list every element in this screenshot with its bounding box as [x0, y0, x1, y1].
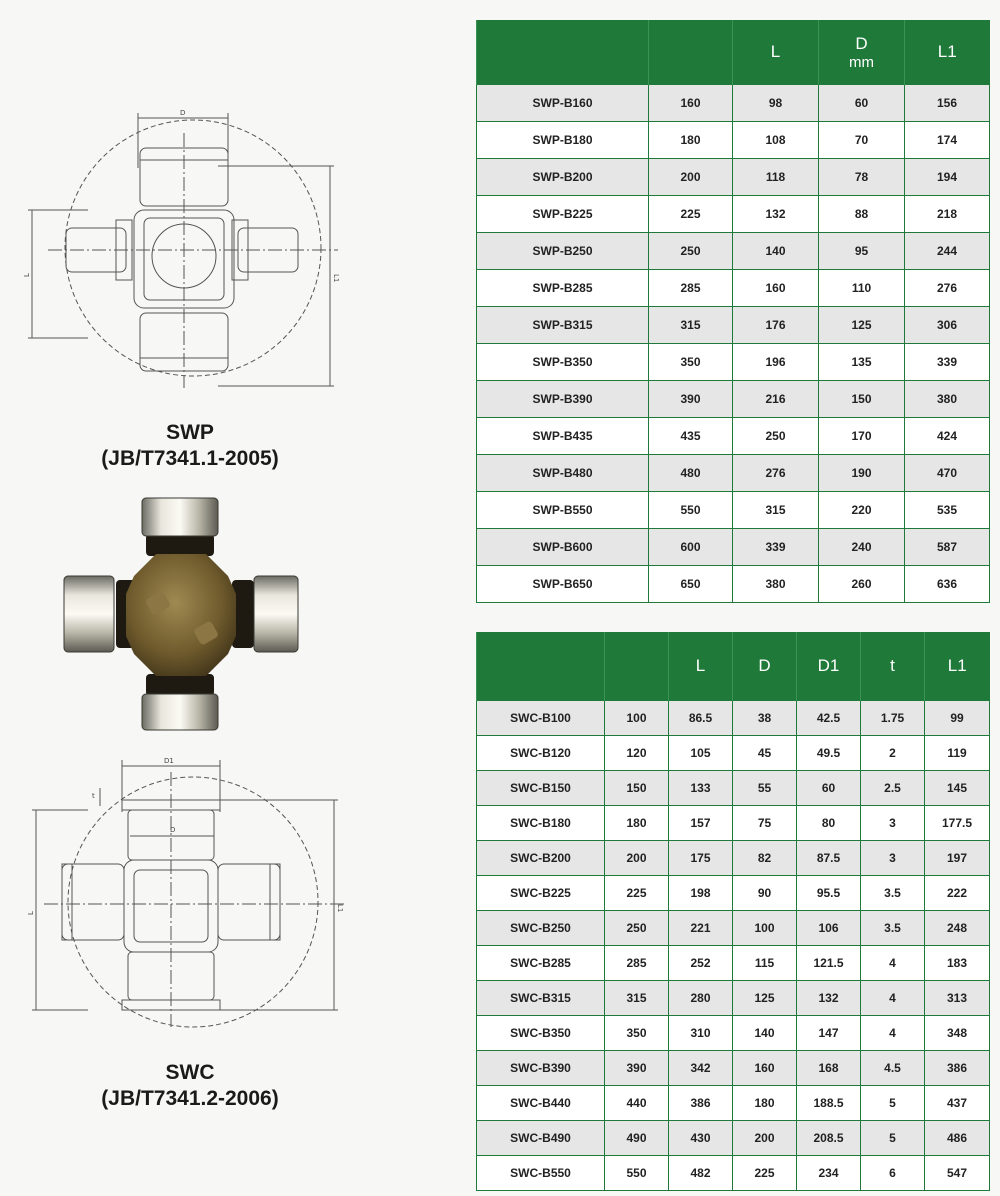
swp-table-cell: 250 [733, 418, 819, 455]
swp-table-cell: 424 [905, 418, 990, 455]
swp-table-cell: SWP-B180 [477, 122, 649, 159]
swc-table-cell: 42.5 [797, 701, 861, 736]
swc-table-cell: SWC-B440 [477, 1086, 605, 1121]
swc-table-cell: 100 [733, 911, 797, 946]
swc-table-cell: 180 [733, 1086, 797, 1121]
swc-table-cell: 157 [669, 806, 733, 841]
swp-table-cell: 216 [733, 381, 819, 418]
swc-table-cell: 390 [605, 1051, 669, 1086]
swc-table-cell: 119 [925, 736, 990, 771]
swc-table-cell: 198 [669, 876, 733, 911]
swc-table-cell: 2 [861, 736, 925, 771]
swc-table-cell: SWC-B225 [477, 876, 605, 911]
swp-table-cell: 650 [649, 566, 733, 603]
swc-table-cell: 160 [733, 1051, 797, 1086]
swc-table-cell: SWC-B200 [477, 841, 605, 876]
swp-header-d [819, 20, 905, 85]
swp-table-cell: 200 [649, 159, 733, 196]
swc-table-cell: 121.5 [797, 946, 861, 981]
swc-table-cell: 177.5 [925, 806, 990, 841]
swc-table-cell: 140 [733, 1016, 797, 1051]
swp-table-cell: SWP-B550 [477, 492, 649, 529]
swc-table-cell: 313 [925, 981, 990, 1016]
swp-table-header-row [477, 20, 990, 85]
swc-header-l: L [669, 632, 733, 701]
swc-table-cell: 125 [733, 981, 797, 1016]
swc-table-cell: 4 [861, 946, 925, 981]
swc-table-cell: 430 [669, 1121, 733, 1156]
swp-table-row [477, 529, 990, 566]
swp-table-cell: 276 [733, 455, 819, 492]
swp-table-cell: 225 [649, 196, 733, 233]
swc-table-cell: 4 [861, 1016, 925, 1051]
swp-table-row [477, 233, 990, 270]
swc-table-cell: 60 [797, 771, 861, 806]
swc-header-l1: L1 [925, 632, 990, 701]
swp-caption [40, 420, 340, 472]
swc-table-cell: SWC-B285 [477, 946, 605, 981]
swc-table-cell: 82 [733, 841, 797, 876]
swc-table-cell: 550 [605, 1156, 669, 1191]
swp-table-cell: 250 [649, 233, 733, 270]
swc-table-row [477, 771, 990, 806]
swp-table-cell: 276 [905, 270, 990, 307]
swp-table-cell: 435 [649, 418, 733, 455]
swc-table-cell: 87.5 [797, 841, 861, 876]
swp-table-cell: 160 [649, 85, 733, 122]
swp-table-cell: 60 [819, 85, 905, 122]
swp-table-cell: 98 [733, 85, 819, 122]
swc-table-cell: 4.5 [861, 1051, 925, 1086]
swc-table-cell: 3 [861, 806, 925, 841]
swc-table-cell: SWC-B490 [477, 1121, 605, 1156]
swc-table-cell: 150 [605, 771, 669, 806]
swc-caption [40, 1060, 340, 1112]
swp-table-cell: 636 [905, 566, 990, 603]
swp-table-cell: 390 [649, 381, 733, 418]
swp-table-cell: 95 [819, 233, 905, 270]
swp-table-row [477, 566, 990, 603]
swp-table-cell: SWP-B160 [477, 85, 649, 122]
swp-header-size [649, 20, 733, 85]
swc-table-cell: 250 [605, 911, 669, 946]
swc-d-label: D [170, 826, 176, 834]
swp-header-l: L [733, 20, 819, 85]
swc-table-body [477, 701, 990, 1191]
swc-header-model [477, 632, 605, 701]
swc-table-cell: 386 [925, 1051, 990, 1086]
swp-table-cell: 118 [733, 159, 819, 196]
swc-table-cell: 90 [733, 876, 797, 911]
swc-table-cell: 4 [861, 981, 925, 1016]
swc-table-cell: SWC-B150 [477, 771, 605, 806]
swc-table-cell: 147 [797, 1016, 861, 1051]
swc-table-cell: 80 [797, 806, 861, 841]
swc-table-cell: 183 [925, 946, 990, 981]
swc-table-cell: 120 [605, 736, 669, 771]
swc-caption-standard: (JB/T7341.2-2006) [101, 1087, 279, 1110]
swc-table-cell: 197 [925, 841, 990, 876]
swc-table-row [477, 806, 990, 841]
swc-table-cell: 168 [797, 1051, 861, 1086]
swc-table-row [477, 701, 990, 736]
swp-l1-label: L1 [332, 274, 340, 283]
swc-table-cell: 440 [605, 1086, 669, 1121]
swc-table-cell: SWC-B180 [477, 806, 605, 841]
swc-technical-drawing [18, 752, 368, 1032]
swc-table-cell: 200 [605, 841, 669, 876]
swp-table-cell: 135 [819, 344, 905, 381]
swc-spec-table [476, 632, 990, 1191]
swc-table-row [477, 1086, 990, 1121]
swp-table-row [477, 381, 990, 418]
swc-table-cell: 38 [733, 701, 797, 736]
swp-table-cell: 535 [905, 492, 990, 529]
swc-table-cell: 234 [797, 1156, 861, 1191]
swp-table-row [477, 159, 990, 196]
swc-table-cell: 49.5 [797, 736, 861, 771]
swp-table-cell: 176 [733, 307, 819, 344]
swp-table-cell: 470 [905, 455, 990, 492]
swp-caption-title: SWP [166, 421, 214, 444]
swp-table-body [477, 85, 990, 603]
swp-d-label: D [180, 109, 186, 117]
swc-table-cell: 285 [605, 946, 669, 981]
swc-header-t: t [861, 632, 925, 701]
swc-table-cell: 2.5 [861, 771, 925, 806]
swp-table-cell: 240 [819, 529, 905, 566]
swp-header-model [477, 20, 649, 85]
swc-header-d: D [733, 632, 797, 701]
swp-table-cell: SWP-B225 [477, 196, 649, 233]
swc-table-cell: 95.5 [797, 876, 861, 911]
swp-table-cell: SWP-B200 [477, 159, 649, 196]
swc-table-row [477, 876, 990, 911]
swp-header-d-label: D [855, 33, 868, 53]
swp-table-cell: SWP-B250 [477, 233, 649, 270]
swc-table-cell: 55 [733, 771, 797, 806]
swc-table-cell: 280 [669, 981, 733, 1016]
swc-table-cell: 5 [861, 1086, 925, 1121]
swp-table-row [477, 196, 990, 233]
swc-table-row [477, 1051, 990, 1086]
swp-table-cell: 285 [649, 270, 733, 307]
swc-table-cell: SWC-B250 [477, 911, 605, 946]
swc-table-row [477, 1156, 990, 1191]
swc-table-cell: 105 [669, 736, 733, 771]
swp-table-row [477, 492, 990, 529]
swp-table-cell: SWP-B315 [477, 307, 649, 344]
swc-d1-label: D1 [164, 757, 174, 765]
swc-table-cell: 6 [861, 1156, 925, 1191]
swc-table-row [477, 1121, 990, 1156]
swc-table-row [477, 911, 990, 946]
swp-table-row [477, 270, 990, 307]
swp-header-d-unit: mm [849, 53, 874, 71]
swc-table-cell: 132 [797, 981, 861, 1016]
swc-table-cell: 133 [669, 771, 733, 806]
swc-table-cell: 486 [925, 1121, 990, 1156]
swp-table-row [477, 455, 990, 492]
swp-table-row [477, 344, 990, 381]
swp-table-cell: SWP-B390 [477, 381, 649, 418]
swc-l1-label: L1 [336, 904, 344, 913]
swc-caption-title: SWC [165, 1061, 215, 1084]
swc-table-cell: 547 [925, 1156, 990, 1191]
swc-table-cell: 100 [605, 701, 669, 736]
swc-table-cell: 221 [669, 911, 733, 946]
swp-table-cell: 110 [819, 270, 905, 307]
swc-table-cell: SWC-B120 [477, 736, 605, 771]
swc-table-cell: 248 [925, 911, 990, 946]
swc-table-cell: 386 [669, 1086, 733, 1121]
swp-table-cell: 315 [649, 307, 733, 344]
swp-table-cell: 306 [905, 307, 990, 344]
swc-l-label: L [27, 911, 35, 915]
swp-table-row [477, 85, 990, 122]
swp-table-cell: SWP-B435 [477, 418, 649, 455]
swp-table-cell: 70 [819, 122, 905, 159]
swp-table-cell: 380 [733, 566, 819, 603]
swp-table-row [477, 122, 990, 159]
swp-table-cell: 156 [905, 85, 990, 122]
swp-table-cell: SWP-B600 [477, 529, 649, 566]
swc-table-cell: 145 [925, 771, 990, 806]
swp-table-cell: 132 [733, 196, 819, 233]
swc-table-header-row [477, 632, 990, 701]
swp-header-l1: L1 [905, 20, 990, 85]
swc-table-cell: 45 [733, 736, 797, 771]
swc-table-cell: 208.5 [797, 1121, 861, 1156]
swc-table-cell: 342 [669, 1051, 733, 1086]
swp-table-cell: 150 [819, 381, 905, 418]
swp-caption-standard: (JB/T7341.1-2005) [101, 447, 279, 470]
swc-table-cell: 348 [925, 1016, 990, 1051]
swc-table-cell: 180 [605, 806, 669, 841]
swc-table-cell: 222 [925, 876, 990, 911]
swc-table-cell: 482 [669, 1156, 733, 1191]
swp-table-cell: 125 [819, 307, 905, 344]
swc-header-size [605, 632, 669, 701]
swc-table-cell: 437 [925, 1086, 990, 1121]
swp-table-cell: 174 [905, 122, 990, 159]
swc-header-d1: D1 [797, 632, 861, 701]
swc-table-row [477, 841, 990, 876]
swc-table-cell: SWC-B100 [477, 701, 605, 736]
swc-table-cell: SWC-B390 [477, 1051, 605, 1086]
swc-table-cell: 200 [733, 1121, 797, 1156]
swc-table-cell: 3.5 [861, 876, 925, 911]
swc-table-cell: 99 [925, 701, 990, 736]
swp-table-cell: 220 [819, 492, 905, 529]
swp-table-cell: SWP-B350 [477, 344, 649, 381]
swc-table-cell: 225 [605, 876, 669, 911]
swc-table-cell: 315 [605, 981, 669, 1016]
swp-table-cell: 196 [733, 344, 819, 381]
swp-table-cell: 160 [733, 270, 819, 307]
swp-table-cell: SWP-B480 [477, 455, 649, 492]
swc-table-cell: SWC-B350 [477, 1016, 605, 1051]
swp-table-cell: 600 [649, 529, 733, 566]
swp-table-cell: 108 [733, 122, 819, 159]
swc-table-cell: 86.5 [669, 701, 733, 736]
swp-table-cell: 350 [649, 344, 733, 381]
swp-technical-drawing [18, 98, 368, 398]
swc-table-cell: 490 [605, 1121, 669, 1156]
swp-table-cell: 244 [905, 233, 990, 270]
swc-table-row [477, 1016, 990, 1051]
swp-table-cell: 218 [905, 196, 990, 233]
swp-table-cell: 194 [905, 159, 990, 196]
swp-table-cell: 550 [649, 492, 733, 529]
swp-table-cell: 587 [905, 529, 990, 566]
swp-table-cell: 339 [905, 344, 990, 381]
swp-table-cell: 78 [819, 159, 905, 196]
swp-l-label: L [23, 273, 31, 277]
swc-table-cell: 3.5 [861, 911, 925, 946]
swc-table-cell: 350 [605, 1016, 669, 1051]
swc-table-cell: 106 [797, 911, 861, 946]
swc-table-row [477, 946, 990, 981]
swp-table-row [477, 307, 990, 344]
swp-table-cell: 140 [733, 233, 819, 270]
swc-table-cell: 1.75 [861, 701, 925, 736]
swc-table-cell: SWC-B550 [477, 1156, 605, 1191]
swp-table-row [477, 418, 990, 455]
swc-table-cell: 252 [669, 946, 733, 981]
swp-table-cell: 180 [649, 122, 733, 159]
swp-table-cell: 260 [819, 566, 905, 603]
swc-table-row [477, 981, 990, 1016]
swc-table-row [477, 736, 990, 771]
swc-table-cell: 75 [733, 806, 797, 841]
swp-table-cell: 190 [819, 455, 905, 492]
swp-table-cell: 170 [819, 418, 905, 455]
swp-table-cell: SWP-B650 [477, 566, 649, 603]
swp-table-cell: SWP-B285 [477, 270, 649, 307]
swp-table-cell: 480 [649, 455, 733, 492]
swc-table-cell: 5 [861, 1121, 925, 1156]
swp-table-cell: 315 [733, 492, 819, 529]
swc-table-cell: 188.5 [797, 1086, 861, 1121]
swc-table-cell: 310 [669, 1016, 733, 1051]
swp-table-cell: 88 [819, 196, 905, 233]
swc-table-cell: 225 [733, 1156, 797, 1191]
swc-table-cell: 3 [861, 841, 925, 876]
swp-table-cell: 380 [905, 381, 990, 418]
swc-t-label: t [92, 792, 95, 800]
universal-joint-photo [56, 494, 306, 734]
swc-table-cell: 175 [669, 841, 733, 876]
swp-table-cell: 339 [733, 529, 819, 566]
swc-table-cell: SWC-B315 [477, 981, 605, 1016]
swc-table-cell: 115 [733, 946, 797, 981]
swp-spec-table [476, 20, 990, 603]
